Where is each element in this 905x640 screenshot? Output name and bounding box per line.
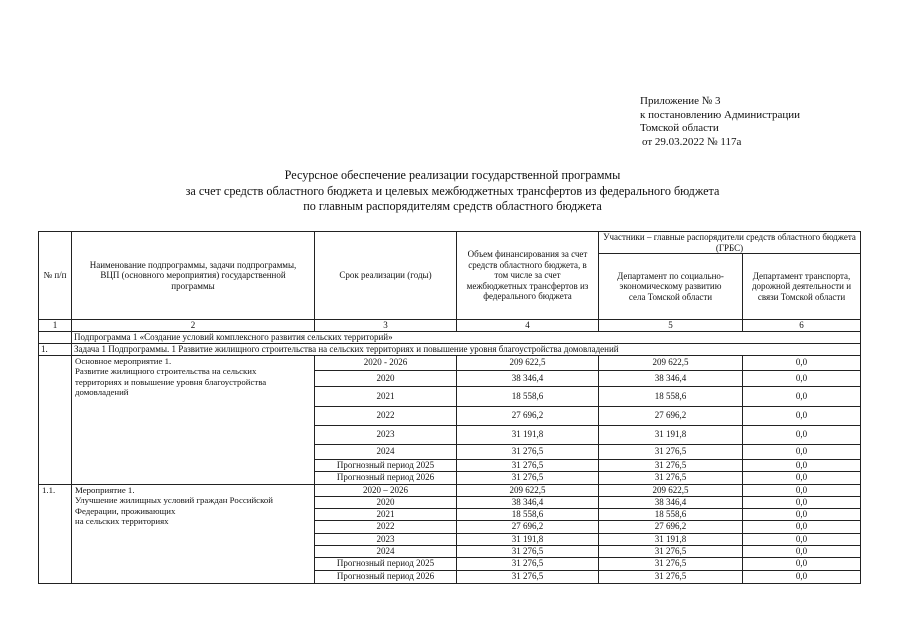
period-cell: 2023 bbox=[315, 425, 457, 444]
dept1-cell: 18 558,6 bbox=[599, 386, 743, 406]
dept2-cell: 0,0 bbox=[743, 459, 861, 471]
dept1-cell: 31 191,8 bbox=[599, 425, 743, 444]
total-cell: 38 346,4 bbox=[457, 370, 599, 386]
period-cell: Прогнозный период 2026 bbox=[315, 570, 457, 583]
event-name: Мероприятие 1. Улучшение жилищных условий граждан Российской Федерации, проживающих на сельских территориях bbox=[72, 484, 315, 583]
dept1-cell: 27 696,2 bbox=[599, 520, 743, 533]
dept2-cell: 0,0 bbox=[743, 484, 861, 496]
dept2-cell: 0,0 bbox=[743, 444, 861, 459]
task-num: 1. bbox=[39, 343, 72, 355]
funding-table bbox=[38, 231, 861, 584]
total-cell: 31 276,5 bbox=[457, 459, 599, 471]
dept2-cell: 0,0 bbox=[743, 545, 861, 557]
total-cell: 31 276,5 bbox=[457, 471, 599, 484]
header-participants: Участники – главные распорядители средств областного бюджета (ГРБС) bbox=[599, 232, 861, 254]
period-cell: 2023 bbox=[315, 533, 457, 545]
dept2-cell: 0,0 bbox=[743, 520, 861, 533]
appendix-line: Томской области bbox=[640, 122, 719, 134]
dept2-cell: 0,0 bbox=[743, 370, 861, 386]
dept1-cell: 38 346,4 bbox=[599, 496, 743, 508]
period-cell: 2024 bbox=[315, 444, 457, 459]
table-row bbox=[39, 355, 861, 370]
title-line: Ресурсное обеспечение реализации государственной программы bbox=[284, 168, 621, 182]
dept2-cell: 0,0 bbox=[743, 471, 861, 484]
period-cell: 2021 bbox=[315, 508, 457, 520]
period-cell: 2020 - 2026 bbox=[315, 355, 457, 370]
task-row: Задача 1 Подпрограммы. 1 Развитие жилищного строительства на сельских территориях и повышение уровня благоустройства домовладений bbox=[72, 343, 861, 355]
header-period: Срок реализации (годы) bbox=[315, 232, 457, 320]
total-cell: 209 622,5 bbox=[457, 484, 599, 496]
table-row bbox=[39, 484, 861, 496]
row-num bbox=[39, 355, 72, 484]
total-cell: 38 346,4 bbox=[457, 496, 599, 508]
total-cell: 31 191,8 bbox=[457, 533, 599, 545]
title-line: по главным распорядителям средств областного бюджета bbox=[303, 199, 602, 213]
period-cell: Прогнозный период 2025 bbox=[315, 459, 457, 471]
header-dept1: Департамент по социально-экономическому развитию села Томской области bbox=[599, 254, 743, 320]
total-cell: 27 696,2 bbox=[457, 520, 599, 533]
period-cell: 2020 bbox=[315, 496, 457, 508]
colnum-1: 1 bbox=[39, 320, 72, 332]
dept1-cell: 209 622,5 bbox=[599, 355, 743, 370]
dept2-cell: 0,0 bbox=[743, 406, 861, 425]
appendix-line: Приложение № 3 bbox=[640, 95, 721, 107]
dept1-cell: 31 276,5 bbox=[599, 557, 743, 570]
dept2-cell: 0,0 bbox=[743, 533, 861, 545]
period-cell: Прогнозный период 2025 bbox=[315, 557, 457, 570]
colnum-4: 4 bbox=[457, 320, 599, 332]
colnum-5: 5 bbox=[599, 320, 743, 332]
period-cell: 2022 bbox=[315, 406, 457, 425]
total-cell: 31 276,5 bbox=[457, 545, 599, 557]
header-volume: Объем финансирования за счет средств областного бюджета, в том числе за счет межбюджетных трансфертов из федерального бюджета bbox=[457, 232, 599, 320]
dept2-cell: 0,0 bbox=[743, 355, 861, 370]
period-cell: 2020 bbox=[315, 370, 457, 386]
dept1-cell: 31 276,5 bbox=[599, 459, 743, 471]
dept2-cell: 0,0 bbox=[743, 570, 861, 583]
empty-cell bbox=[39, 331, 72, 343]
total-cell: 31 276,5 bbox=[457, 570, 599, 583]
total-cell: 18 558,6 bbox=[457, 508, 599, 520]
dept1-cell: 27 696,2 bbox=[599, 406, 743, 425]
total-cell: 18 558,6 bbox=[457, 386, 599, 406]
dept2-cell: 0,0 bbox=[743, 386, 861, 406]
total-cell: 31 276,5 bbox=[457, 444, 599, 459]
dept1-cell: 31 276,5 bbox=[599, 471, 743, 484]
header-num: № п/п bbox=[39, 232, 72, 320]
period-cell: 2022 bbox=[315, 520, 457, 533]
period-cell: Прогнозный период 2026 bbox=[315, 471, 457, 484]
dept1-cell: 38 346,4 bbox=[599, 370, 743, 386]
period-cell: 2020 – 2026 bbox=[315, 484, 457, 496]
document-title bbox=[0, 168, 905, 215]
dept1-cell: 31 276,5 bbox=[599, 545, 743, 557]
row-num: 1.1. bbox=[39, 484, 72, 583]
dept1-cell: 31 191,8 bbox=[599, 533, 743, 545]
dept1-cell: 209 622,5 bbox=[599, 484, 743, 496]
subprogram-row: Подпрограмма 1 «Создание условий комплексного развития сельских территорий» bbox=[72, 331, 861, 343]
colnum-6: 6 bbox=[743, 320, 861, 332]
dept2-cell: 0,0 bbox=[743, 496, 861, 508]
header-dept2: Департамент транспорта, дорожной деятельности и связи Томской области bbox=[743, 254, 861, 320]
dept1-cell: 31 276,5 bbox=[599, 444, 743, 459]
dept1-cell: 18 558,6 bbox=[599, 508, 743, 520]
header-name: Наименование подпрограммы, задачи подпрограммы, ВЦП (основного мероприятия) государственной программы bbox=[72, 232, 315, 320]
total-cell: 31 191,8 bbox=[457, 425, 599, 444]
dept1-cell: 31 276,5 bbox=[599, 570, 743, 583]
title-line: за счет средств областного бюджета и целевых межбюджетных трансфертов из федерального бюджета bbox=[185, 183, 720, 198]
total-cell: 27 696,2 bbox=[457, 406, 599, 425]
colnum-3: 3 bbox=[315, 320, 457, 332]
dept2-cell: 0,0 bbox=[743, 557, 861, 570]
colnum-2: 2 bbox=[72, 320, 315, 332]
period-cell: 2021 bbox=[315, 386, 457, 406]
appendix-block bbox=[640, 95, 800, 149]
total-cell: 209 622,5 bbox=[457, 355, 599, 370]
appendix-line: к постановлению Администрации bbox=[640, 108, 801, 121]
dept2-cell: 0,0 bbox=[743, 508, 861, 520]
appendix-line: от 29.03.2022 № 117а bbox=[642, 135, 742, 148]
dept2-cell: 0,0 bbox=[743, 425, 861, 444]
event-name: Основное мероприятие 1. Развитие жилищного строительства на сельских территориях и повышение уровня благоустройства домовладений bbox=[72, 355, 315, 484]
period-cell: 2024 bbox=[315, 545, 457, 557]
total-cell: 31 276,5 bbox=[457, 557, 599, 570]
